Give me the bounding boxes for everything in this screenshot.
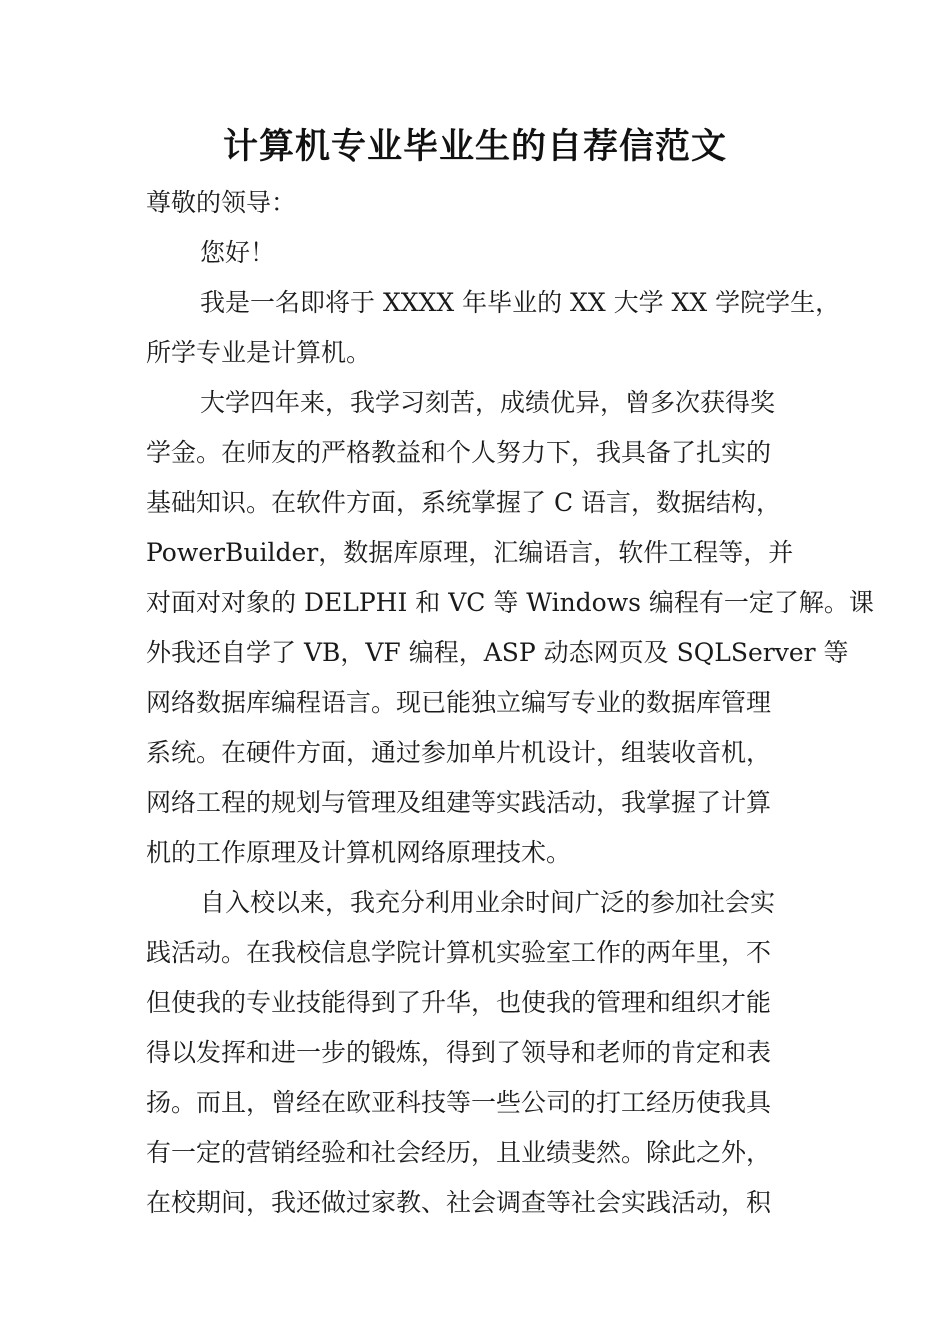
paragraph-line: 网络工程的规划与管理及组建等实践活动，我掌握了计算 bbox=[146, 788, 772, 817]
paragraph-line: 自入校以来，我充分利用业余时间广泛的参加社会实 bbox=[200, 888, 776, 917]
paragraph-line: 机的工作原理及计算机网络原理技术。 bbox=[146, 838, 572, 867]
paragraph-line: 学金。在师友的严格教益和个人努力下，我具备了扎实的 bbox=[146, 438, 772, 467]
paragraph-line: 在校期间，我还做过家教、社会调查等社会实践活动，积 bbox=[146, 1188, 772, 1217]
paragraph-line: 系统。在硬件方面，通过参加单片机设计，组装收音机， bbox=[146, 738, 772, 767]
paragraph-line: 所学专业是计算机。 bbox=[146, 338, 372, 367]
paragraph-line: 有一定的营销经验和社会经历，且业绩斐然。除此之外， bbox=[146, 1138, 772, 1167]
paragraph-line: 得以发挥和进一步的锻炼，得到了领导和老师的肯定和表 bbox=[146, 1038, 772, 1067]
paragraph-line: 外我还自学了 VB，VF 编程，ASP 动态网页及 SQLServer 等 bbox=[146, 638, 849, 667]
paragraph-line: 践活动。在我校信息学院计算机实验室工作的两年里，不 bbox=[146, 938, 772, 967]
paragraph-line: 对面对对象的 DELPHI 和 VC 等 Windows 编程有一定了解。课 bbox=[146, 588, 874, 617]
letter-body bbox=[146, 178, 874, 1228]
paragraph-line: 网络数据库编程语言。现已能独立编写专业的数据库管理 bbox=[146, 688, 772, 717]
document-title: 计算机专业毕业生的自荐信范文 bbox=[222, 127, 727, 167]
salutation: 尊敬的领导： bbox=[146, 188, 297, 217]
paragraph-line: 但使我的专业技能得到了升华，也使我的管理和组织才能 bbox=[146, 988, 772, 1017]
paragraph-line: 大学四年来，我学习刻苦，成绩优异，曾多次获得奖 bbox=[200, 388, 776, 417]
paragraph-line: 扬。而且，曾经在欧亚科技等一些公司的打工经历使我具 bbox=[146, 1088, 772, 1117]
greeting: 您好！ bbox=[200, 238, 276, 267]
paragraph-line: 我是一名即将于 XXXX 年毕业的 XX 大学 XX 学院学生， bbox=[200, 288, 841, 317]
paragraph-line: 基础知识。在软件方面，系统掌握了 C 语言，数据结构， bbox=[146, 488, 782, 517]
paragraph-line: PowerBuilder，数据库原理，汇编语言，软件工程等，并 bbox=[146, 538, 794, 567]
